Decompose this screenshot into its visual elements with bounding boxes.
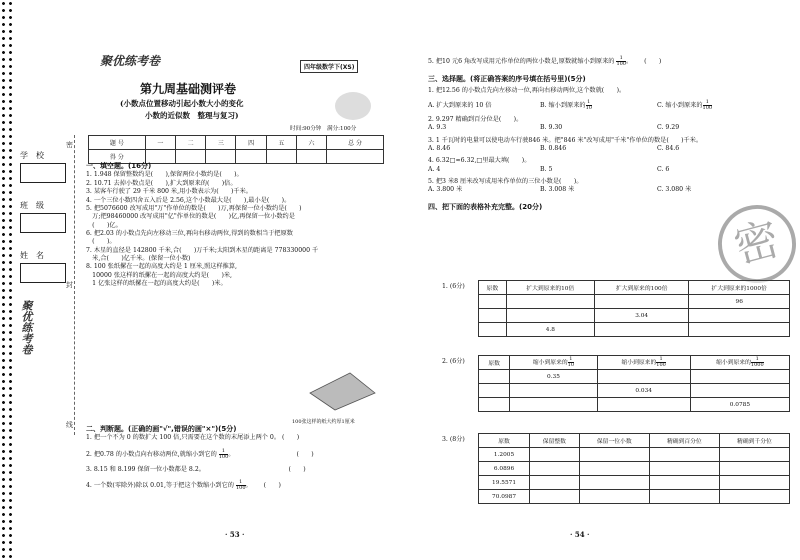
fraction (586, 100, 592, 111)
table2 (478, 355, 790, 412)
table-row (479, 398, 790, 412)
page-number: · 53 · (225, 530, 245, 539)
table3-label: 3. (8分) (442, 436, 465, 443)
fraction-numerator: 1 (616, 56, 626, 62)
question-line: 7. 木星的直径是 142800 千米,合( )万千米;太阳到木星的距离是 778330000 千 (86, 246, 319, 254)
question-line: 4. 一个数(零除外)除以 0.01,等于把这个数缩小到它的 $\frac{1}{100}$ 。 ( ) (86, 479, 281, 492)
table-cell: 1.2005 (479, 448, 530, 462)
score-header-cell: 六 (296, 136, 326, 150)
fraction-denominator: 100 (616, 61, 626, 67)
table-cell[interactable] (649, 490, 719, 504)
section2-heading: 二、判断题。(正确的画"√",错误的画"×")(5分) (86, 425, 237, 433)
option-b[interactable] (540, 100, 655, 111)
question-line: 5. 把10 元6 角改写成用元作单位的两位小数是,原数就缩小到原来的 $\frac{1}{100}$ 。 ( ) (428, 55, 662, 67)
option-a[interactable]: A. 4 (428, 165, 441, 173)
fraction (656, 357, 666, 368)
fraction-denominator: 100 (656, 362, 666, 368)
table-header-cell (510, 356, 597, 370)
right-page (400, 0, 800, 560)
question-line: 2. 10.71 去掉小数点是( ),扩大到原来的( )倍。 (86, 179, 237, 187)
table-cell[interactable] (689, 323, 790, 337)
table-cell[interactable] (506, 295, 594, 309)
table-cell: 6.0896 (479, 462, 530, 476)
question-line: 万;把98460000 改写成用"亿"作单位的数是( )亿,再保留一位小数约是 (86, 213, 295, 221)
answer-paren[interactable]: ( ) (263, 482, 281, 490)
grade-tag: 四年级数学下(XS) (300, 60, 358, 73)
answer-paren[interactable]: ( ) (644, 58, 662, 65)
paper-caption: 100张这样的纸大约厚1厘米 (292, 419, 355, 425)
section-fill-blank (86, 162, 386, 288)
table-row (479, 323, 790, 337)
table-cell[interactable] (510, 398, 597, 412)
table-cell[interactable] (530, 476, 580, 490)
table3 (478, 433, 790, 504)
class-field (20, 200, 64, 233)
option-a[interactable]: A. 扩大到原来的 10 倍 (428, 101, 492, 109)
table-cell[interactable] (479, 384, 510, 398)
table-cell[interactable] (510, 384, 597, 398)
table-row (479, 370, 790, 384)
table-cell[interactable] (719, 462, 789, 476)
class-input-box[interactable] (20, 213, 66, 233)
score-header-cell: 总 分 (327, 136, 384, 150)
score-table (88, 135, 384, 164)
table-cell: 70.0987 (479, 490, 530, 504)
choice-options (428, 124, 773, 132)
table-header-cell: 保留一位小数 (579, 434, 649, 448)
table-cell[interactable] (530, 490, 580, 504)
table-header-cell: 原数 (479, 356, 510, 370)
score-header-cell: 二 (176, 136, 206, 150)
option-a[interactable]: A. 8.46 (428, 144, 451, 152)
option-b[interactable]: B. 3.008 米 (539, 186, 575, 194)
table-cell[interactable]: 0.034 (597, 384, 690, 398)
choice-question: 1. 把12.56 的小数点先向左移动一位,再向右移动两位,这个数就( )。 (428, 87, 626, 95)
option-a[interactable]: A. 9.3 (428, 124, 447, 132)
question-line: 8. 100 张纸摞在一起的高度大约是 1 厘米,照这样推算, (86, 263, 238, 271)
header-text: 缩小到原来的 (621, 360, 657, 366)
table-cell[interactable] (479, 398, 510, 412)
table-cell[interactable] (579, 476, 649, 490)
score-header-cell: 四 (236, 136, 266, 150)
option-b[interactable]: B. 9.30 (539, 124, 563, 132)
table-header-row (479, 434, 790, 448)
table-header-cell: 扩大到原来的10倍 (506, 281, 594, 295)
table-cell[interactable] (479, 309, 507, 323)
cut-line (74, 135, 75, 435)
school-label: 学 校 (20, 151, 44, 160)
dotted-margin (0, 0, 14, 560)
table1 (478, 280, 790, 337)
choice-options (428, 145, 773, 153)
table-header-cell: 原数 (479, 281, 507, 295)
fraction-denominator: 10 (585, 104, 592, 111)
name-label: 姓 名 (20, 251, 44, 260)
section3-heading: 三、选择题。(将正确答案的序号填在括号里)(5分) (428, 75, 586, 83)
option-text: B. 缩小到原来的 (539, 101, 586, 109)
table-cell[interactable] (597, 398, 690, 412)
fraction-denominator: 10 (567, 362, 575, 368)
table-cell[interactable] (594, 295, 688, 309)
table-cell[interactable] (579, 462, 649, 476)
name-field (20, 250, 64, 283)
table-row (479, 462, 790, 476)
table-cell[interactable] (479, 295, 507, 309)
question-line: 3. 8.15 和 8.199 保留一位小数都是 8.2。 ( ) (86, 465, 306, 473)
table-row (479, 295, 790, 309)
choice-options (428, 100, 773, 111)
option-b[interactable]: B. 5 (539, 165, 553, 173)
cartoon-illustration (335, 92, 371, 120)
answer-paren[interactable]: ( ) (296, 450, 314, 458)
table-row (479, 490, 790, 504)
time-score: 时间:90分钟 满分:100分 (290, 126, 357, 132)
table-cell[interactable] (597, 370, 690, 384)
choice-options (428, 186, 773, 194)
table-cell[interactable] (594, 323, 688, 337)
table-cell[interactable] (689, 309, 790, 323)
question-line: 5. 把5076600 改写成用"万"作单位的数是( )万,再保留一位小数约是( ) (86, 204, 302, 212)
table-header-cell (690, 356, 789, 370)
choice-question: 4. 6.32□≈6.32,□里最大填( )。 (428, 157, 531, 165)
question-line: 3. 某客车行驶了 29 千米 800 米,用小数表示为( )千米。 (86, 188, 252, 196)
fraction (568, 357, 574, 368)
fraction-numerator: 1 (751, 357, 764, 363)
exam-title: 第九周基础测评卷 (140, 82, 237, 96)
table-cell[interactable] (530, 448, 580, 462)
score-header-cell: 题 号 (89, 136, 146, 150)
option-c[interactable]: C. 3.080 米 (656, 186, 692, 194)
question-line: 1. 1.948 保留整数约是( ),保留两位小数约是( )。 (86, 171, 243, 179)
option-b[interactable]: B. 0.846 (539, 144, 567, 152)
table-row (479, 384, 790, 398)
brand-logo: 聚优练考卷 (100, 54, 161, 68)
table-cell[interactable] (530, 462, 580, 476)
table-row (479, 309, 790, 323)
table-cell[interactable]: 3.04 (594, 309, 688, 323)
table-cell[interactable] (579, 490, 649, 504)
header-text: 缩小到原来的 (716, 360, 751, 366)
name-input-box[interactable] (20, 263, 66, 283)
header-text: 缩小到原来的 (532, 360, 568, 366)
table-cell[interactable] (690, 370, 789, 384)
score-table-header-row (89, 136, 384, 150)
option-text: C. 缩小到原来的 (656, 101, 703, 109)
table1-label: 1. (6分) (442, 283, 465, 290)
choice-question: 5. 把3 米8 厘米改写成用米作单位的三位小数是( )。 (428, 177, 583, 185)
option-c[interactable]: C. 84.6 (656, 144, 680, 152)
option-a[interactable]: A. 3.800 米 (428, 186, 463, 194)
score-header-cell: 五 (266, 136, 296, 150)
fraction (219, 449, 229, 460)
fraction (751, 357, 764, 368)
question-line: 1 亿张这样的纸摞在一起的高度大约是( )米。 (86, 280, 227, 288)
fraction-denominator: 100 (235, 485, 246, 492)
fraction-numerator: 1 (236, 480, 246, 486)
question-line: 10000 张这样的纸摞在一起的高度大约是( )米, (86, 271, 233, 279)
score-header-cell: 一 (145, 136, 175, 150)
seal-mark-3: 线 (66, 421, 73, 429)
fraction-numerator: 1 (219, 449, 229, 455)
fraction-denominator: 100 (702, 104, 713, 111)
page-number: · 54 · (570, 530, 590, 539)
fraction (616, 56, 626, 67)
table-cell[interactable]: 96 (689, 295, 790, 309)
table-header-cell: 原数 (479, 434, 530, 448)
option-c[interactable]: C. 6 (656, 165, 670, 173)
question-line: 4. 一个三位小数四舍五入后是 2.56,这个小数最大是( ),最小是( )。 (86, 196, 291, 204)
table2-label: 2. (6分) (442, 358, 465, 365)
question-text: 2. 把0.78 的小数点向右移动两位,就缩小到它的 (86, 450, 217, 458)
fraction-numerator: 1 (587, 98, 591, 105)
table-header-row (479, 356, 790, 370)
table-header-cell: 扩大到原来的100倍 (594, 281, 688, 295)
table-header-cell (597, 356, 690, 370)
choice-question: 2. 9.297 精确到百分位是( )。 (428, 115, 523, 123)
fraction-denominator: 100 (218, 453, 229, 460)
score-row-label: 得 分 (89, 150, 146, 164)
table-cell[interactable] (649, 448, 719, 462)
question-line: 6. 把2.03 的小数点先向左移动三位,再向右移动两位,得到的数相当于把原数 (86, 229, 293, 237)
table-cell: 19.5571 (479, 476, 530, 490)
fraction-numerator: 1 (703, 100, 713, 106)
table-header-cell: 精确到百分位 (649, 434, 719, 448)
table-cell[interactable]: 4.8 (506, 323, 594, 337)
table-cell[interactable] (649, 462, 719, 476)
seal-mark-1: 密 (66, 141, 73, 149)
table-row (479, 476, 790, 490)
table-row (479, 448, 790, 462)
table-cell[interactable] (719, 448, 789, 462)
table-cell[interactable]: 0.35 (510, 370, 597, 384)
class-label: 班 级 (20, 201, 44, 210)
question-line: ( )亿。 (86, 221, 122, 229)
fraction-denominator: 1000 (750, 362, 764, 368)
brand-logo-vertical: 聚优练考卷 (20, 300, 33, 355)
right-top-content (428, 56, 773, 212)
school-field (20, 150, 64, 183)
fraction (236, 480, 246, 491)
school-input-box[interactable] (20, 163, 66, 183)
table-cell[interactable] (579, 448, 649, 462)
question-line: 2. 把0.78 的小数点向右移动两位,就缩小到它的 $\frac{1}{100}$ 。 ( ) (86, 447, 314, 460)
option-c[interactable] (656, 98, 713, 111)
paper-stack-illustration (305, 368, 380, 413)
choice-question: 3. 1 千瓦时的电量可以使电动车行驶846 米。把"846 米"改写成用"千米"作单位的数是( )千米。 (428, 136, 703, 144)
table-header-cell: 扩大到原来的1000倍 (689, 281, 790, 295)
table-header-cell: 精确到千分位 (719, 434, 789, 448)
option-c[interactable]: C. 9.29 (656, 124, 680, 132)
table-header-cell: 保留整数 (530, 434, 580, 448)
table-cell[interactable]: 0.0785 (690, 398, 789, 412)
question-line: ( )。 (86, 238, 116, 246)
table-cell[interactable] (479, 323, 507, 337)
choice-options (428, 166, 773, 174)
question-text: 4. 一个数(零除外)除以 0.01,等于把这个数缩小到它的 (86, 482, 234, 490)
section-true-false (86, 425, 386, 491)
section4-heading: 四、把下面的表格补充完整。(20分) (428, 202, 543, 211)
exam-subtitle-1: (小数点位置移动引起小数大小的变化 (120, 99, 244, 108)
fraction-numerator: 1 (569, 356, 573, 362)
table-cell[interactable] (479, 370, 510, 384)
section1-heading: 一、填空题。(16分) (86, 162, 152, 170)
question-text: 5. 把10 元6 角改写成用元作单位的两位小数是,原数就缩小到原来的 (428, 58, 615, 65)
exam-subtitle-2: 小数的近似数 整理与复习) (145, 111, 239, 120)
table-cell[interactable] (649, 476, 719, 490)
question-line: 米,合( )亿千米。(保留一位小数) (86, 255, 191, 263)
table-cell[interactable] (719, 490, 789, 504)
table-cell[interactable] (719, 476, 789, 490)
fraction (703, 100, 713, 111)
seal-stamp: 密 (709, 196, 800, 292)
seal-mark-2: 封 (66, 281, 73, 289)
table-cell[interactable] (690, 384, 789, 398)
question-line: 1. 把一个不为 0 的数扩大 100 倍,只需要在这个数的末尾添上两个 0。 ( ) (86, 434, 300, 442)
table-cell[interactable] (506, 309, 594, 323)
table-header-row (479, 281, 790, 295)
fraction-numerator: 1 (656, 357, 666, 363)
score-header-cell: 三 (206, 136, 236, 150)
